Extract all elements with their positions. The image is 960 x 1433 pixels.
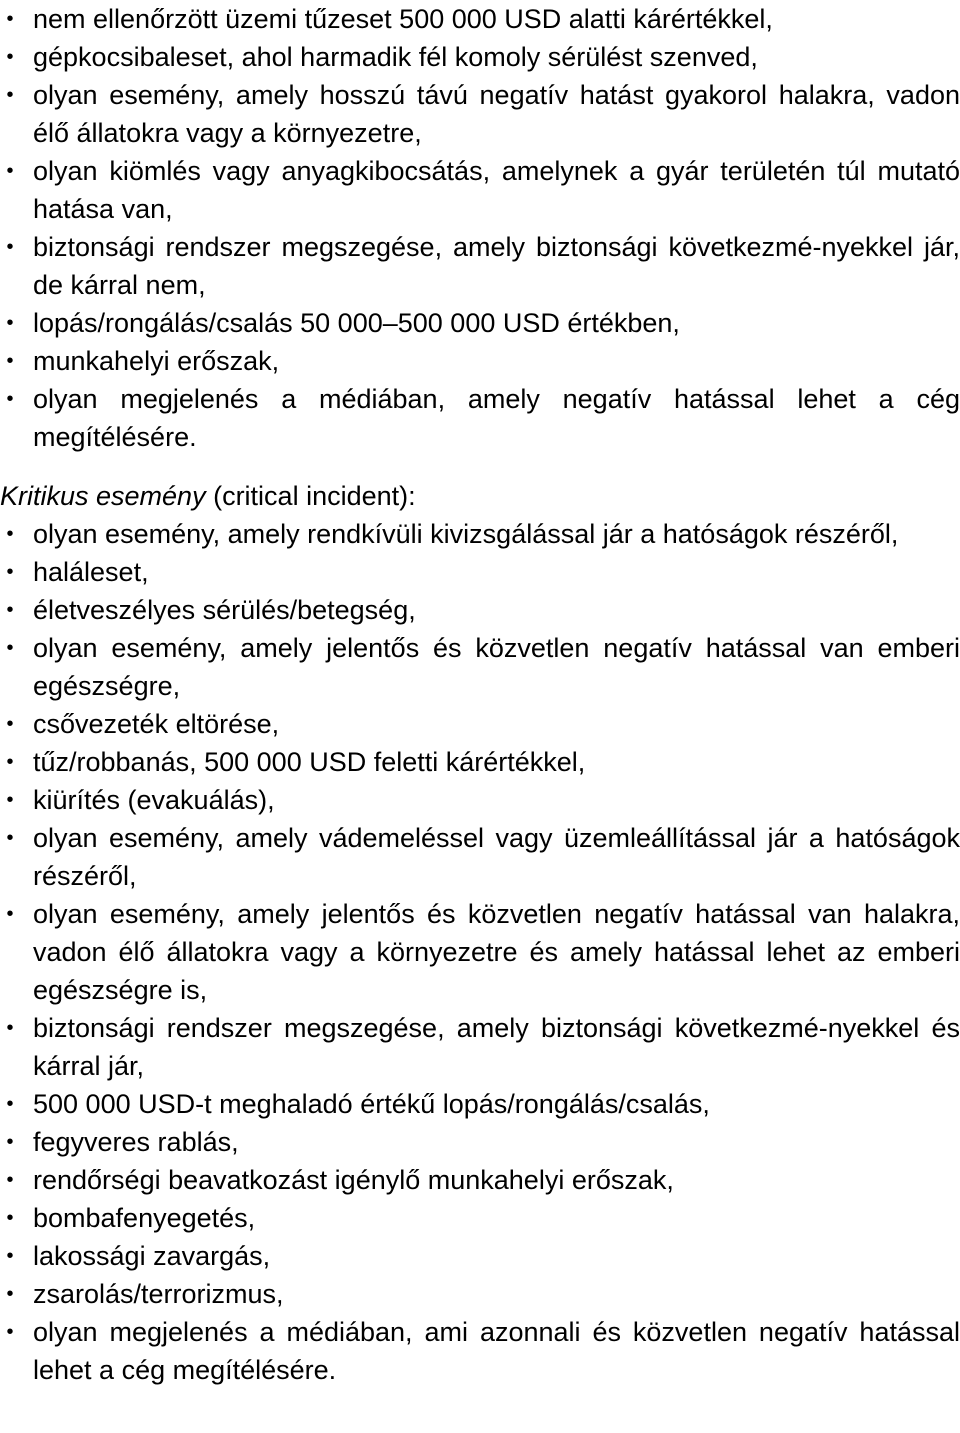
heading-rest: (critical incident): — [205, 481, 416, 511]
list-item: • bombafenyegetés, — [0, 1199, 960, 1237]
bullet-icon: • — [6, 561, 14, 583]
critical-incident-list — [0, 515, 960, 1389]
bullet-icon: • — [6, 789, 14, 811]
list-item: • lopás/rongálás/csalás 50 000–500 000 USD értékben, — [0, 304, 960, 342]
bullet-icon: • — [6, 1207, 14, 1229]
bullet-icon: • — [6, 160, 14, 182]
heading-term: Kritikus esemény — [0, 481, 206, 511]
bullet-icon: • — [6, 312, 14, 334]
bullet-icon: • — [6, 8, 14, 30]
bullet-icon: • — [6, 46, 14, 68]
bullet-icon: • — [6, 236, 14, 258]
bullet-icon: • — [6, 713, 14, 735]
bullet-icon: • — [6, 1321, 14, 1343]
bullet-icon: • — [6, 751, 14, 773]
bullet-icon: • — [6, 1283, 14, 1305]
bullet-icon: • — [6, 637, 14, 659]
bullet-icon: • — [6, 1131, 14, 1153]
list-item: • olyan esemény, amely rendkívüli kivizsgálással jár a hatóságok részéről, — [0, 515, 960, 553]
list-item: • olyan esemény, amely vádemeléssel vagy üzemleállítással jár a hatóságok részéről, — [0, 819, 960, 895]
bullet-icon: • — [6, 388, 14, 410]
list-item: • olyan esemény, amely jelentős és közvetlen negatív hatással van emberi egészségre, — [0, 629, 960, 705]
list-item: • kiürítés (evakuálás), — [0, 781, 960, 819]
section-heading — [0, 477, 960, 515]
list-item: • biztonsági rendszer megszegése, amely biztonsági következmé-nyekkel és kárral jár, — [0, 1009, 960, 1085]
list-item: • olyan kiömlés vagy anyagkibocsátás, amelynek a gyár területén túl mutató hatása van, — [0, 152, 960, 228]
list-item: • lakossági zavargás, — [0, 1237, 960, 1275]
bullet-icon: • — [6, 1017, 14, 1039]
bullet-icon: • — [6, 84, 14, 106]
list-item: • olyan megjelenés a médiában, ami azonnali és közvetlen negatív hatással lehet a cég megítélésére. — [0, 1313, 960, 1389]
list-item: • fegyveres rablás, — [0, 1123, 960, 1161]
bullet-icon: • — [6, 1245, 14, 1267]
list-item: • haláleset, — [0, 553, 960, 591]
bullet-icon: • — [6, 523, 14, 545]
list-item: • gépkocsibaleset, ahol harmadik fél komoly sérülést szenved, — [0, 38, 960, 76]
list-item: • zsarolás/terrorizmus, — [0, 1275, 960, 1313]
bullet-icon: • — [6, 903, 14, 925]
list-item: • rendőrségi beavatkozást igénylő munkahelyi erőszak, — [0, 1161, 960, 1199]
list-item: • munkahelyi erőszak, — [0, 342, 960, 380]
minor-incident-list — [0, 0, 960, 456]
bullet-icon: • — [6, 1169, 14, 1191]
bullet-icon: • — [6, 599, 14, 621]
list-item: • olyan megjelenés a médiában, amely negatív hatással lehet a cég megítélésére. — [0, 380, 960, 456]
bullet-icon: • — [6, 827, 14, 849]
list-item: • olyan esemény, amely hosszú távú negatív hatást gyakorol halakra, vadon élő állatokra vagy a környezetre, — [0, 76, 960, 152]
bullet-icon: • — [6, 350, 14, 372]
list-item: • 500 000 USD-t meghaladó értékű lopás/rongálás/csalás, — [0, 1085, 960, 1123]
list-item: • olyan esemény, amely jelentős és közvetlen negatív hatással van halakra, vadon élő állatokra vagy a környezetre és amely hatással lehet az emberi egészségre is, — [0, 895, 960, 1009]
list-item: • csővezeték eltörése, — [0, 705, 960, 743]
list-item: • életveszélyes sérülés/betegség, — [0, 591, 960, 629]
list-item: • nem ellenőrzött üzemi tűzeset 500 000 USD alatti kárértékkel, — [0, 0, 960, 38]
list-item: • tűz/robbanás, 500 000 USD feletti kárértékkel, — [0, 743, 960, 781]
list-item: • biztonsági rendszer megszegése, amely biztonsági következmé-nyekkel jár, de kárral nem, — [0, 228, 960, 304]
bullet-icon: • — [6, 1093, 14, 1115]
